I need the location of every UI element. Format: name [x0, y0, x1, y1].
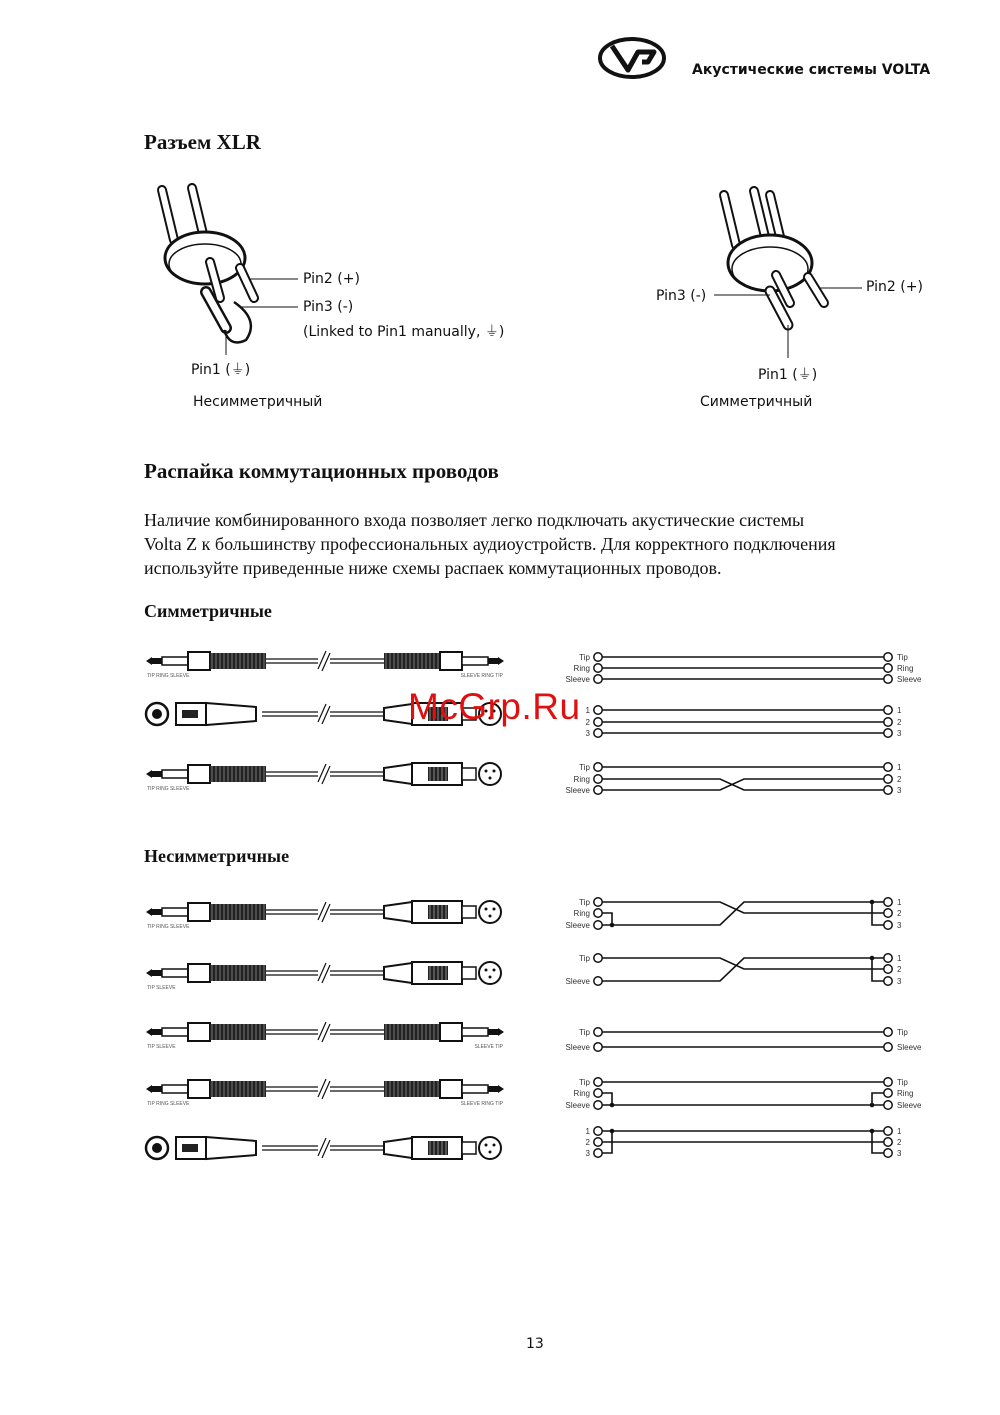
- cable-right-label: SLEEVE TIP: [474, 1044, 503, 1050]
- bal-pin1-label: Pin1 (⏚): [758, 367, 818, 383]
- scheme-left-label: Ring: [573, 664, 590, 673]
- scheme-right-label: Tip: [897, 653, 908, 662]
- scheme-right-label: 3: [897, 1149, 902, 1158]
- jack-sleeve: [462, 657, 488, 665]
- xlr-pins: [152, 1143, 162, 1153]
- section-title-balanced: Симметричные: [144, 601, 272, 621]
- jack-sleeve: [162, 908, 188, 916]
- xlr-neck: [462, 906, 476, 918]
- cable-illustration: [146, 1137, 501, 1159]
- solder-dot: [870, 1129, 875, 1134]
- jack-tip: [146, 908, 152, 916]
- cable-break: [318, 1022, 330, 1042]
- unbal-pin3-label: Pin3 (-): [303, 299, 354, 315]
- unbal-pin2-label: Pin2 (+): [303, 271, 360, 287]
- scheme-right-label: Sleeve: [897, 1043, 922, 1052]
- jack-grip: [210, 1024, 266, 1040]
- jack-body: [188, 1080, 210, 1098]
- jack-grip: [210, 653, 266, 669]
- terminal: [594, 1089, 602, 1097]
- scheme-wire: [872, 1093, 884, 1105]
- xlr-pin: [493, 969, 496, 972]
- terminal: [594, 1101, 602, 1109]
- jack-tip: [498, 657, 504, 665]
- terminal: [594, 954, 602, 962]
- jack-sleeve: [162, 1028, 188, 1036]
- terminal: [884, 786, 892, 794]
- page-number: 13: [526, 1336, 544, 1352]
- scheme-wire: [602, 779, 884, 790]
- scheme-left-label: Tip: [579, 954, 590, 963]
- scheme-left-label: 2: [585, 1138, 590, 1147]
- terminal: [884, 706, 892, 714]
- cable-illustration: [146, 763, 501, 792]
- jack-grip: [384, 653, 440, 669]
- cable-break: [318, 1138, 330, 1158]
- jack-sleeve: [462, 1028, 488, 1036]
- cable-left-label: TIP RING SLEEVE: [147, 786, 190, 792]
- terminal: [884, 1127, 892, 1135]
- xlr-boot: [384, 963, 412, 983]
- xlr-pin: [485, 1144, 488, 1147]
- section-title-xlr: Разъем XLR: [144, 130, 261, 154]
- terminal: [884, 664, 892, 672]
- scheme-right-label: Sleeve: [897, 675, 922, 684]
- scheme-left-label: Ring: [573, 909, 590, 918]
- terminal: [594, 1127, 602, 1135]
- jack-tip: [146, 657, 152, 665]
- jack-shaft: [152, 970, 162, 976]
- scheme-right-label: 1: [897, 898, 902, 907]
- jack-body: [440, 652, 462, 670]
- jack-body: [440, 1080, 462, 1098]
- bal-pin3-label: Pin3 (-): [656, 288, 707, 304]
- scheme-wire: [602, 779, 884, 790]
- jack-sleeve: [162, 770, 188, 778]
- terminal: [884, 1028, 892, 1036]
- jack-grip: [384, 1024, 440, 1040]
- jack-shaft: [152, 1029, 162, 1035]
- paragraph-line: Volta Z к большинству профессиональных аудиоустройств. Для корректного подключения: [144, 534, 836, 554]
- terminal: [884, 1043, 892, 1051]
- cable-left-label: TIP RING SLEEVE: [147, 1101, 190, 1107]
- xlr-boot: [384, 764, 412, 784]
- scheme-right-label: 2: [897, 1138, 902, 1147]
- xlr-latch: [182, 710, 198, 718]
- scheme-right-label: Tip: [897, 1028, 908, 1037]
- xlr-latch: [182, 1144, 198, 1152]
- scheme-left-label: 3: [585, 1149, 590, 1158]
- jack-shaft: [152, 909, 162, 915]
- cable-right-label: SLEEVE RING TIP: [460, 1101, 503, 1107]
- wiring-scheme: [566, 1028, 922, 1052]
- terminal: [594, 1043, 602, 1051]
- jack-tip: [146, 1085, 152, 1093]
- jack-body: [188, 765, 210, 783]
- wiring-scheme: [566, 763, 902, 795]
- scheme-right-label: Ring: [897, 1089, 914, 1098]
- scheme-right-label: Tip: [897, 1078, 908, 1087]
- scheme-left-label: Tip: [579, 898, 590, 907]
- scheme-right-label: Sleeve: [897, 1101, 922, 1110]
- jack-body: [188, 903, 210, 921]
- solder-dot: [870, 900, 875, 905]
- xlr-face: [479, 1137, 501, 1159]
- wiring-scheme: [566, 954, 902, 986]
- jack-tip: [498, 1085, 504, 1093]
- terminal: [594, 921, 602, 929]
- scheme-left-label: Ring: [573, 775, 590, 784]
- wiring-scheme: [586, 706, 902, 738]
- scheme-left-label: Sleeve: [565, 786, 590, 795]
- header-brand: Акустические системы VOLTA: [692, 62, 931, 78]
- scheme-left-label: 2: [585, 718, 590, 727]
- xlr-boot: [384, 902, 412, 922]
- jack-sleeve: [462, 1085, 488, 1093]
- jack-tip: [146, 969, 152, 977]
- xlr-neck: [462, 768, 476, 780]
- jack-grip: [210, 965, 266, 981]
- terminal: [884, 1138, 892, 1146]
- terminal: [594, 909, 602, 917]
- wiring-scheme: [566, 653, 922, 684]
- terminal: [884, 1089, 892, 1097]
- scheme-wire: [602, 913, 612, 925]
- scheme-left-label: 1: [585, 706, 590, 715]
- scheme-right-label: 3: [897, 977, 902, 986]
- xlr-pin: [489, 976, 492, 979]
- scheme-left-label: 1: [585, 1127, 590, 1136]
- xlr-boot: [206, 703, 256, 725]
- watermark: McGrp.Ru: [408, 686, 581, 727]
- wiring-scheme: [566, 898, 902, 930]
- xlr-neck: [462, 1142, 476, 1154]
- scheme-left-label: Sleeve: [565, 1043, 590, 1052]
- scheme-right-label: 3: [897, 729, 902, 738]
- cable-break: [318, 1079, 330, 1099]
- scheme-left-label: Tip: [579, 1078, 590, 1087]
- cable-break: [318, 651, 330, 671]
- jack-body: [188, 652, 210, 670]
- jack-shaft: [152, 771, 162, 777]
- terminal: [594, 729, 602, 737]
- solder-dot: [870, 1103, 875, 1108]
- section-title-wiring: Распайка коммутационных проводов: [144, 459, 499, 483]
- jack-grip: [210, 904, 266, 920]
- jack-sleeve: [162, 657, 188, 665]
- cable-left-label: TIP RING SLEEVE: [147, 924, 190, 930]
- scheme-right-label: 2: [897, 909, 902, 918]
- jack-tip: [146, 1028, 152, 1036]
- jack-sleeve: [162, 1085, 188, 1093]
- scheme-right-label: 2: [897, 775, 902, 784]
- terminal: [884, 653, 892, 661]
- scheme-right-label: 3: [897, 786, 902, 795]
- scheme-left-label: Tip: [579, 763, 590, 772]
- unbal-linked-label: (Linked to Pin1 manually, ⏚): [303, 324, 505, 340]
- xlr-boot: [384, 1138, 412, 1158]
- cable-illustration: [146, 1022, 504, 1050]
- terminal: [884, 921, 892, 929]
- jack-grip: [384, 1081, 440, 1097]
- cable-illustration: [146, 962, 501, 991]
- cable-illustration: [146, 651, 504, 679]
- scheme-right-label: 2: [897, 965, 902, 974]
- bal-pin2-label: Pin2 (+): [866, 279, 923, 295]
- terminal: [594, 775, 602, 783]
- unbal-pin1-label: Pin1 (⏚): [191, 362, 251, 378]
- cable-left-label: TIP SLEEVE: [147, 1044, 176, 1050]
- cable-right-label: SLEEVE RING TIP: [460, 673, 503, 679]
- terminal: [594, 786, 602, 794]
- cable-break: [318, 764, 330, 784]
- jack-shaft: [488, 1086, 498, 1092]
- xlr-pin: [485, 770, 488, 773]
- wiring-scheme: [586, 1127, 902, 1158]
- jack-shaft: [488, 658, 498, 664]
- scheme-right-label: 3: [897, 921, 902, 930]
- terminal: [884, 675, 892, 683]
- paragraph-line: Наличие комбинированного входа позволяет легко подключать акустические системы: [144, 510, 805, 530]
- caption-balanced: Симметричный: [700, 394, 813, 410]
- caption-unbalanced: Несимметричный: [193, 394, 323, 410]
- cable-left-label: TIP SLEEVE: [147, 985, 176, 991]
- jack-shaft: [488, 1029, 498, 1035]
- scheme-right-label: 2: [897, 718, 902, 727]
- terminal: [594, 718, 602, 726]
- xlr-face: [479, 763, 501, 785]
- scheme-left-label: Tip: [579, 653, 590, 662]
- xlr-pin: [489, 1151, 492, 1154]
- scheme-right-label: 1: [897, 1127, 902, 1136]
- jack-shaft: [152, 1086, 162, 1092]
- scheme-left-label: Ring: [573, 1089, 590, 1098]
- terminal: [884, 909, 892, 917]
- cable-break: [318, 704, 330, 724]
- xlr-face: [479, 962, 501, 984]
- xlr-pin: [489, 777, 492, 780]
- jack-tip: [146, 770, 152, 778]
- jack-body: [188, 1023, 210, 1041]
- terminal: [594, 1078, 602, 1086]
- jack-sleeve: [162, 969, 188, 977]
- terminal: [884, 1078, 892, 1086]
- xlr-boot: [206, 1137, 256, 1159]
- jack-grip: [210, 1081, 266, 1097]
- scheme-right-label: 1: [897, 954, 902, 963]
- scheme-left-label: 3: [585, 729, 590, 738]
- scheme-left-label: Sleeve: [565, 675, 590, 684]
- wiring-scheme: [566, 1078, 922, 1110]
- scheme-right-label: 1: [897, 706, 902, 715]
- xlr-pin: [493, 770, 496, 773]
- cable-illustration: [146, 901, 501, 930]
- terminal: [884, 954, 892, 962]
- xlr-pin: [493, 908, 496, 911]
- xlr-face: [479, 901, 501, 923]
- terminal: [594, 664, 602, 672]
- solder-dot: [610, 1103, 615, 1108]
- section-title-unbalanced: Несимметричные: [144, 846, 290, 866]
- terminal: [884, 775, 892, 783]
- scheme-left-label: Sleeve: [565, 921, 590, 930]
- xlr-pin: [493, 1144, 496, 1147]
- terminal: [594, 1138, 602, 1146]
- terminal: [884, 763, 892, 771]
- terminal: [594, 653, 602, 661]
- terminal: [594, 763, 602, 771]
- xlr-pin: [489, 915, 492, 918]
- cable-break: [318, 963, 330, 983]
- terminal: [594, 1028, 602, 1036]
- terminal: [884, 898, 892, 906]
- scheme-right-label: Ring: [897, 664, 914, 673]
- terminal: [884, 977, 892, 985]
- xlr-pins: [152, 709, 162, 719]
- scheme-right-label: 1: [897, 763, 902, 772]
- jack-shaft: [152, 658, 162, 664]
- terminal: [884, 1101, 892, 1109]
- jack-tip: [498, 1028, 504, 1036]
- xlr-neck: [462, 967, 476, 979]
- xlr-pin: [485, 969, 488, 972]
- xlr-pin: [485, 908, 488, 911]
- scheme-left-label: Sleeve: [565, 977, 590, 986]
- paragraph-line: используйте приведенные ниже схемы распаек коммутационных проводов.: [144, 558, 722, 578]
- terminal: [594, 898, 602, 906]
- cable-break: [318, 902, 330, 922]
- terminal: [594, 1149, 602, 1157]
- terminal: [884, 1149, 892, 1157]
- terminal: [594, 706, 602, 714]
- jack-grip: [210, 766, 266, 782]
- scheme-left-label: Tip: [579, 1028, 590, 1037]
- cable-left-label: TIP RING SLEEVE: [147, 673, 190, 679]
- cable-illustration: [146, 1079, 504, 1107]
- terminal: [594, 675, 602, 683]
- terminal: [594, 977, 602, 985]
- terminal: [884, 718, 892, 726]
- scheme-left-label: Sleeve: [565, 1101, 590, 1110]
- terminal: [884, 965, 892, 973]
- solder-dot: [870, 956, 875, 961]
- jack-body: [440, 1023, 462, 1041]
- terminal: [884, 729, 892, 737]
- scheme-wire: [602, 1093, 612, 1105]
- jack-body: [188, 964, 210, 982]
